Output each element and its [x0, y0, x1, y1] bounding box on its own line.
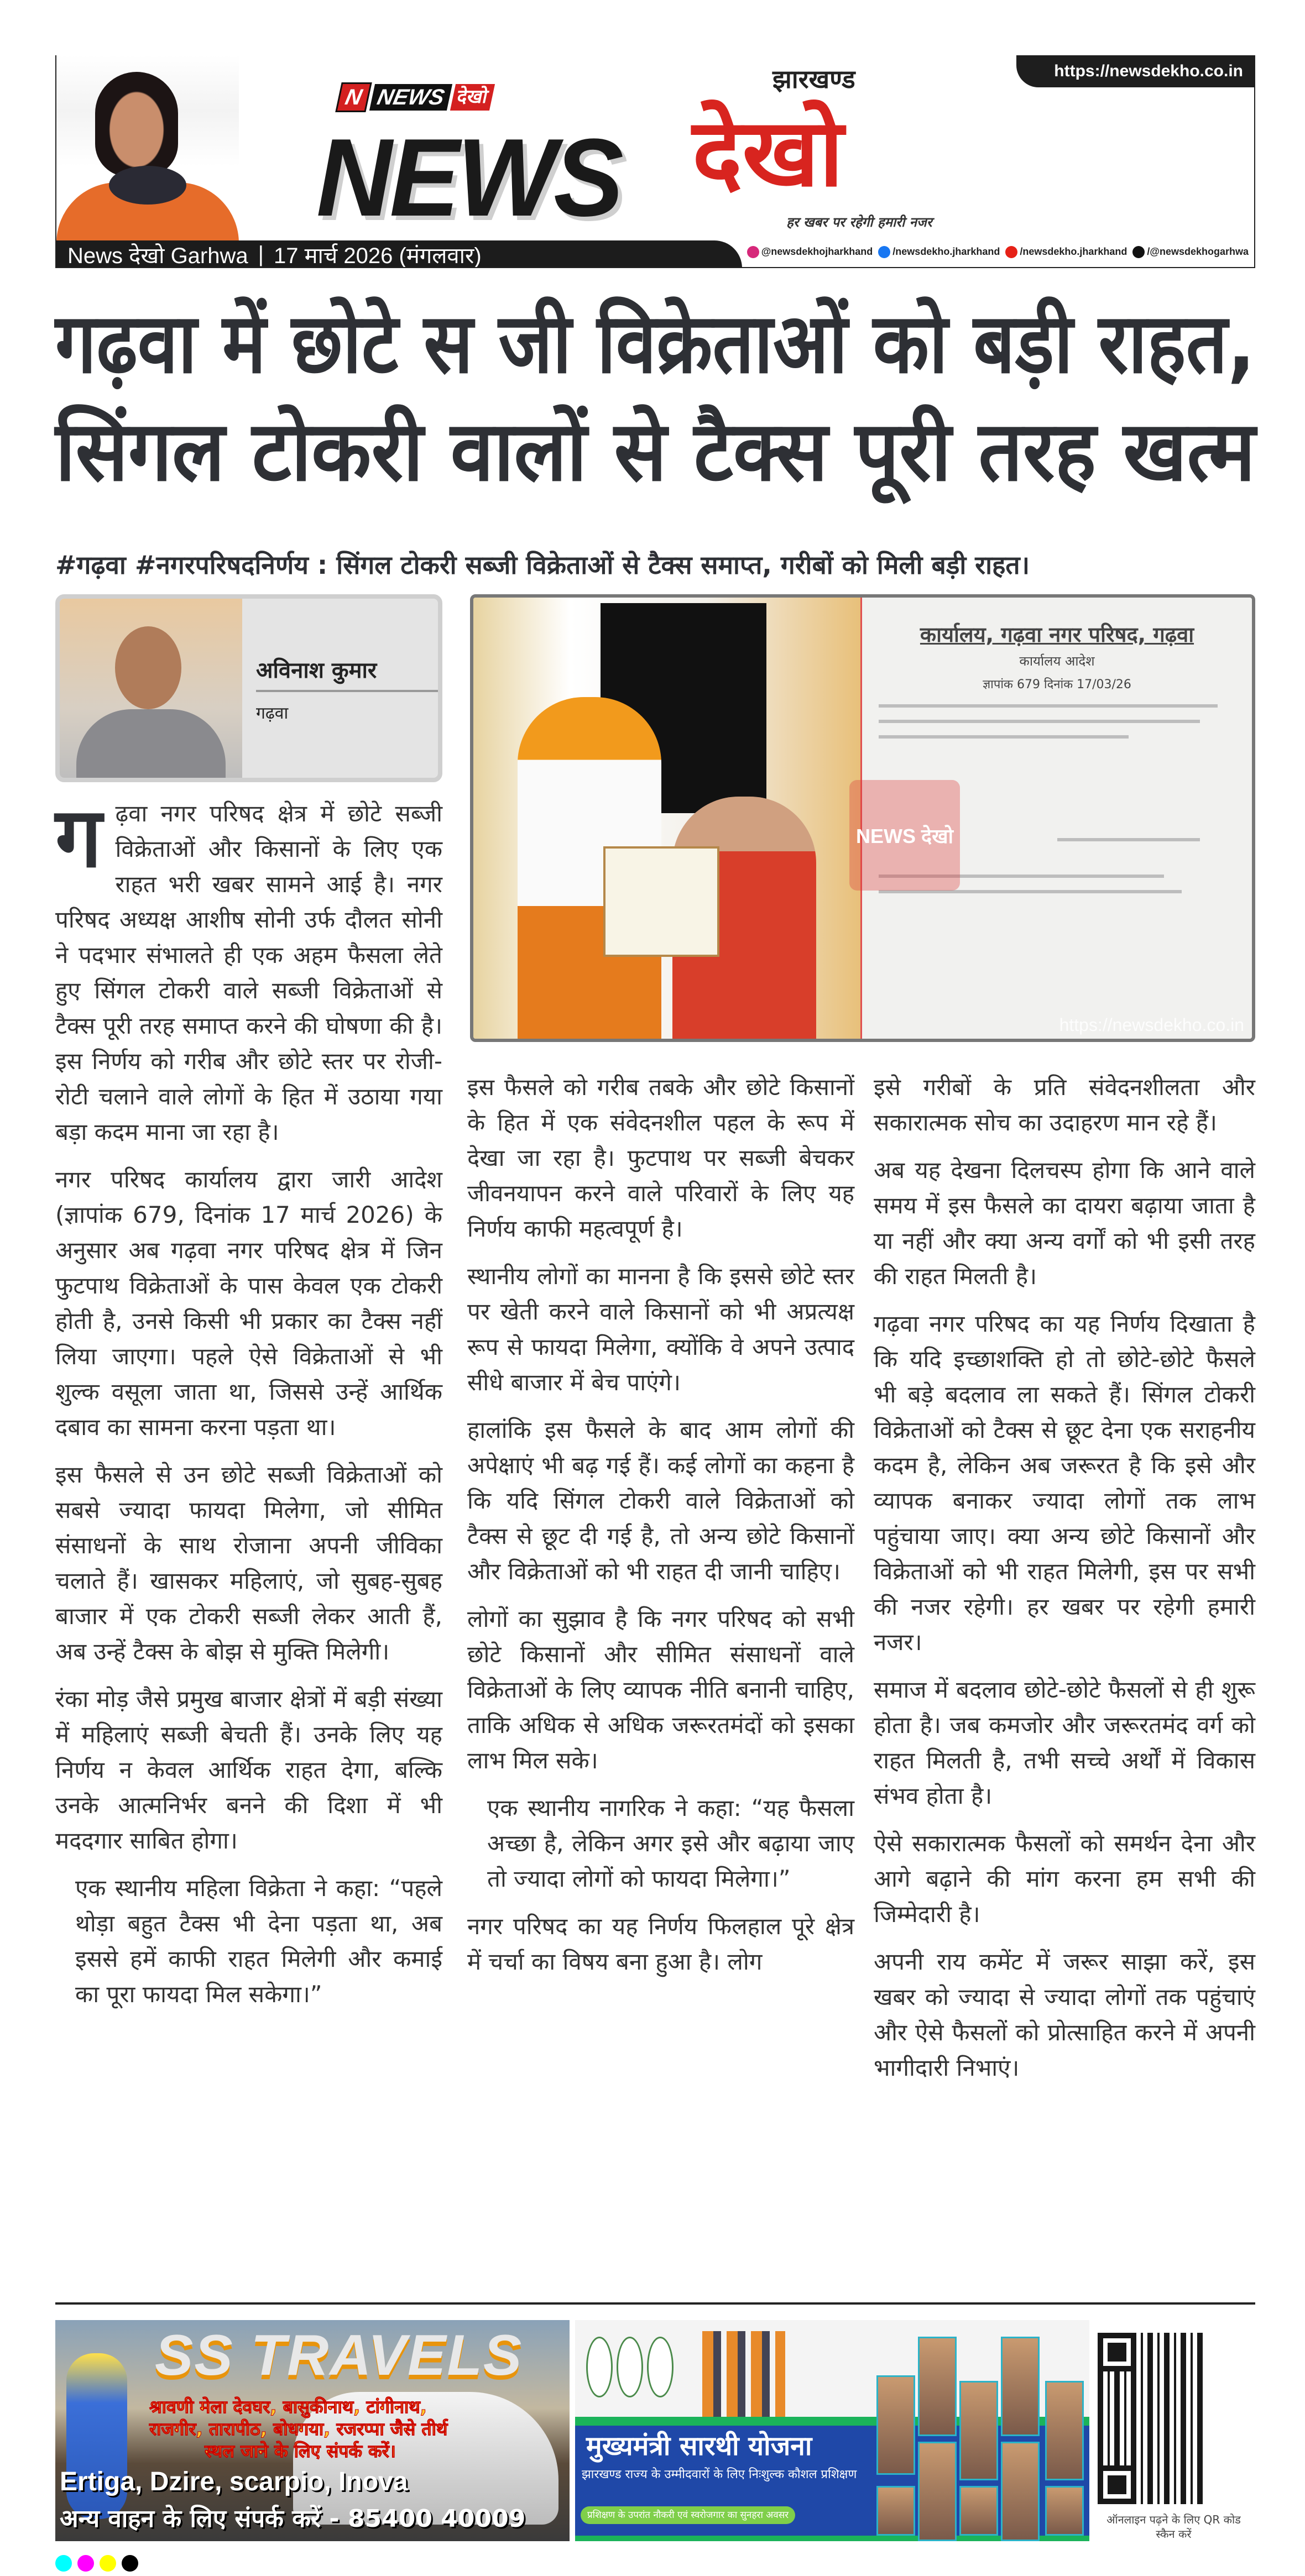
registration-dot [55, 2555, 72, 2572]
author-card [55, 594, 442, 782]
social-handle: /newsdekho.jharkhand [892, 246, 1000, 257]
headline-line-2: सिंगल टोकरी वालों से टैक्स पूरी तरह खत्म [55, 404, 1256, 500]
social-handle: /@newsdekhogarhwa [1147, 246, 1249, 257]
ad-pill: प्रशिक्षण के उपरांत नौकरी एवं स्वरोजगार का सुनहरा अवसर [581, 2506, 795, 2524]
paragraph: हालांकि इस फैसले के बाद आम लोगों की अपेक्षाएं भी बढ़ गई हैं। कई लोगों का कहना है कि यदि सिंगल टोकरी वाले विक्रेताओं को टैक्स से छूट दी गई है, तो अन्य छोटे किसानों और विक्रेताओं को भी राहत दी जानी चाहिए। [467, 1416, 854, 1585]
subheadline: #गढ़वा #नगरपरिषदनिर्णय : सिंगल टोकरी सब्जी विक्रेताओं से टैक्स समाप्त, गरीबों को मिली बड़ी राहत। [55, 550, 1030, 580]
qr-caption: ऑनलाइन पढ़ने के लिए QR कोड स्कैन करें [1106, 2513, 1241, 2541]
edition-bar [56, 240, 742, 268]
paragraph: स्थानीय लोगों का मानना है कि इससे छोटे स्तर पर खेती करने वाले किसानों को भी अप्रत्यक्ष रूप से फायदा मिलेगा, क्योंकि वे अपने उत्पाद सीधे बाजार में बेच पाएंगे। [467, 1263, 854, 1396]
social-handle: /newsdekho.jharkhand [1020, 246, 1127, 257]
author-name: अविनाश कुमार [256, 658, 377, 683]
headline-line-1: गढ़वा में छोटे स जी विक्रेताओं को बड़ी राहत, [55, 296, 1256, 392]
document-title: कार्यालय, गढ़वा नगर परिषद, गढ़वा [920, 622, 1194, 647]
footer-divider [55, 2302, 1255, 2305]
registration-dot [100, 2555, 116, 2572]
logo-dekho: देखो [450, 84, 495, 111]
social-link[interactable] [878, 246, 1000, 258]
youtube-icon [1005, 246, 1017, 258]
ad-title: SS TRAVELS [155, 2323, 523, 2387]
x-icon [1132, 246, 1145, 258]
tagline: हर खबर पर रहेगी हमारी नजर [786, 214, 932, 230]
article-column-2 [467, 1070, 854, 1992]
paragraph: समाज में बदलाव छोटे-छोटे फैसलों से ही शुरू होता है। जब कमजोर और जरूरतमंद वर्ग को राहत मिलती है, तभी सच्चे अर्थों में विकास संभव होता है। [874, 1676, 1255, 1809]
drop-cap: ग [55, 790, 102, 886]
logo-news: NEWS [369, 84, 452, 111]
ad-line: स्थल जाने के लिए संपर्क करें। [205, 2441, 396, 2462]
ad-line: श्रावणी मेला देवघर, बासुकीनाथ, टांगीनाथ, [149, 2396, 427, 2417]
document-subtitle: कार्यालय आदेश [1019, 653, 1095, 669]
paragraph: नगर परिषद का यह निर्णय फिलहाल पूरे क्षेत्र में चर्चा का विषय बना हुआ है। लोग [467, 1913, 854, 1975]
social-link[interactable] [1005, 246, 1127, 258]
registration-dot [122, 2555, 138, 2572]
print-registration-marks [55, 2555, 138, 2572]
logo-news-text: NEWS [316, 116, 621, 239]
logo-dekho-text: देखो [692, 98, 844, 208]
article-column-3 [874, 1070, 1255, 2098]
paragraph: ऐसे सकारात्मक फैसलों को समर्थन देना और आगे बढ़ाने की मांग करना हम सभी की जिम्मेदारी है। [874, 1830, 1255, 1928]
ad-ss-travels[interactable] [55, 2320, 570, 2541]
registration-dot [77, 2555, 94, 2572]
paragraph: इसे गरीबों के प्रति संवेदनशीलता और सकारात्मक सोच का उदाहरण मान रहे हैं। [874, 1074, 1255, 1136]
paragraph-text: ढ़वा नगर परिषद क्षेत्र में छोटे सब्जी विक्रेताओं और किसानों के लिए एक राहत भरी खबर सामने आई है। नगर परिषद अध्यक्ष आशीष सोनी उर्फ दौलत सोनी ने पदभार संभालते ही एक अहम फैसला लेते हुए सिंगल टोकरी वाले सब्जी विक्रेताओं से टैक्स पूरी तरह समाप्त करने की घोषणा की है। इस निर्णय को गरीब और छोटे स्तर पर रोजी-रोटी चलाने वाले लोगों के हित में उठाया गया बड़ा कदम माना जा रहा है। [55, 800, 442, 1145]
ad-saarthi-yojana[interactable] [575, 2320, 1089, 2541]
event-photo [473, 598, 860, 1039]
workers-image [702, 2331, 785, 2417]
document-ref: ज्ञापांक 679 दिनांक 17/03/26 [983, 678, 1131, 692]
ad-contact: अन्य वाहन के लिए संपर्क करें - 85400 40009 [60, 2505, 526, 2533]
separator: | [258, 242, 264, 266]
paragraph: नगर परिषद कार्यालय द्वारा जारी आदेश (ज्ञापांक 679, दिनांक 17 मार्च 2026) के अनुसार अब गढ़वा नगर परिषद क्षेत्र में जिन फुटपाथ विक्रेताओं के पास केवल एक टोकरी होती है, उनसे किसी भी प्रकार का टैक्स नहीं लिया जाएगा। पहले ऐसे विक्रेताओं से भी शुल्क वसूला जाता था, जिससे उन्हें आर्थिक दबाव का सामना करना पड़ता था। [55, 1166, 442, 1441]
paragraph: अब यह देखना दिलचस्प होगा कि आने वाले समय में इस फैसले का दायरा बढ़ाया जाता है या नहीं और क्या अन्य वर्गों को भी इसी तरह की राहत मिलती है। [874, 1156, 1255, 1290]
paragraph [55, 790, 442, 1150]
paragraph: रंका मोड़ जैसे प्रमुख बाजार क्षेत्रों में बड़ी संख्या में महिलाएं सब्जी बेचती हैं। उनके लिए यह निर्णय न केवल आर्थिक राहत देगा, बल्कि उनके आत्मनिर्भर बनने की दिशा में भी मददगार साबित होगा। [55, 1685, 442, 1854]
emblem-icon [617, 2337, 643, 2397]
divider [256, 690, 439, 692]
qr-code[interactable] [1098, 2333, 1203, 2504]
social-link[interactable] [747, 246, 873, 258]
watermark-logo: NEWS देखो [849, 780, 960, 891]
edition-name: News देखो Garhwa [67, 243, 248, 268]
website-url[interactable]: https://newsdekho.co.in [1016, 55, 1254, 87]
author-place: गढ़वा [256, 704, 289, 723]
emblem-icon [586, 2337, 613, 2397]
logo-region: झारखण्ड [772, 64, 855, 94]
quote: एक स्थानीय नागरिक ने कहा: “यह फैसला अच्छा है, लेकिन अगर इसे और बढ़ाया जाए तो ज्यादा लोगों को फायदा मिलेगा।” [487, 1794, 854, 1892]
social-links [747, 246, 1249, 258]
logo-n: N [335, 82, 372, 112]
small-logo [335, 80, 495, 114]
paragraph: लोगों का सुझाव है कि नगर परिषद को सभी छोटे किसानों और सीमित संसाधनों वाले विक्रेताओं के लिए व्यापक नीति बनानी चाहिए, ताकि अधिक से अधिक जरूरतमंदों को इसका लाभ मिल सके। [467, 1605, 854, 1774]
watermark-url: https://newsdekho.co.in [1059, 1015, 1244, 1035]
quote: एक स्थानीय महिला विक्रेता ने कहा: “पहले थोड़ा बहुत टैक्स भी देना पड़ता था, अब इससे हमें काफी राहत मिलेगी और कमाई का पूरा फायदा मिल सकेगा।” [75, 1875, 442, 2008]
paragraph: गढ़वा नगर परिषद का यह निर्णय दिखाता है कि यदि इच्छाशक्ति हो तो छोटे-छोटे फैसले भी बड़े बदलाव ला सकते हैं। सिंगल टोकरी विक्रेताओं को टैक्स से छूट देना एक सराहनीय कदम है, लेकिन अब जरूरत है कि इसे और व्यापक बनाकर ज्यादा लोगों तक लाभ पहुंचाया जाए। क्या अन्य छोटे किसानों और विक्रेताओं को भी राहत मिलेगी, इस पर सभी की नजर रहेगी। हर खबर पर रहेगी हमारी नजर। [874, 1310, 1255, 1656]
ad-vehicles: Ertiga, Dzire, scarpio, Inova [60, 2467, 408, 2496]
paragraph: इस फैसले को गरीब तबके और छोटे किसानों के हित में एक संवेदनशील पहल के रूप में देखा जा रहा है। फुटपाथ पर सब्जी बेचकर जीवनयापन करने वाले परिवारों के लिए यह निर्णय काफी महत्वपूर्ण है। [467, 1074, 854, 1242]
facebook-icon [878, 246, 890, 258]
social-link[interactable] [1132, 246, 1249, 258]
masthead [55, 55, 1255, 268]
instagram-icon [747, 246, 759, 258]
paragraph: इस फैसले से उन छोटे सब्जी विक्रेताओं को सबसे ज्यादा फायदा मिलेगा, जो सीमित संसाधनों के साथ रोजाना अपनी जीविका चलाते हैं। खासकर महिलाएं, जो सुबह-सुबह बाजार में एक टोकरी सब्जी लेकर आती हैं, अब उन्हें टैक्स के बोझ से मुक्ति मिलेगी। [55, 1461, 442, 1665]
social-handle: @newsdekhojharkhand [761, 246, 873, 257]
article-photo [470, 594, 1255, 1042]
article-column-1 [55, 790, 442, 2024]
ad-line: राजगीर, तारापीठ, बोधगया, रजरप्पा जैसे तीर्थ [149, 2418, 448, 2439]
emblem-icon [647, 2337, 674, 2397]
paragraph: अपनी राय कमेंट में जरूर साझा करें, इस खबर को ज्यादा से ज्यादा लोगों तक पहुंचाएं और ऐसे फैसलों को प्रोत्साहित करने में अपनी भागीदारी निभाएं। [874, 1948, 1255, 2081]
author-avatar [60, 599, 242, 781]
portrait-image [56, 55, 239, 240]
ad-title: मुख्यमंत्री सारथी योजना [586, 2431, 812, 2462]
ad-subtitle: झारखण्ड राज्य के उम्मीदवारों के लिए निःशुल्क कौशल प्रशिक्षण [582, 2468, 857, 2481]
edition-date: 17 मार्च 2026 (मंगलवार) [274, 243, 482, 268]
